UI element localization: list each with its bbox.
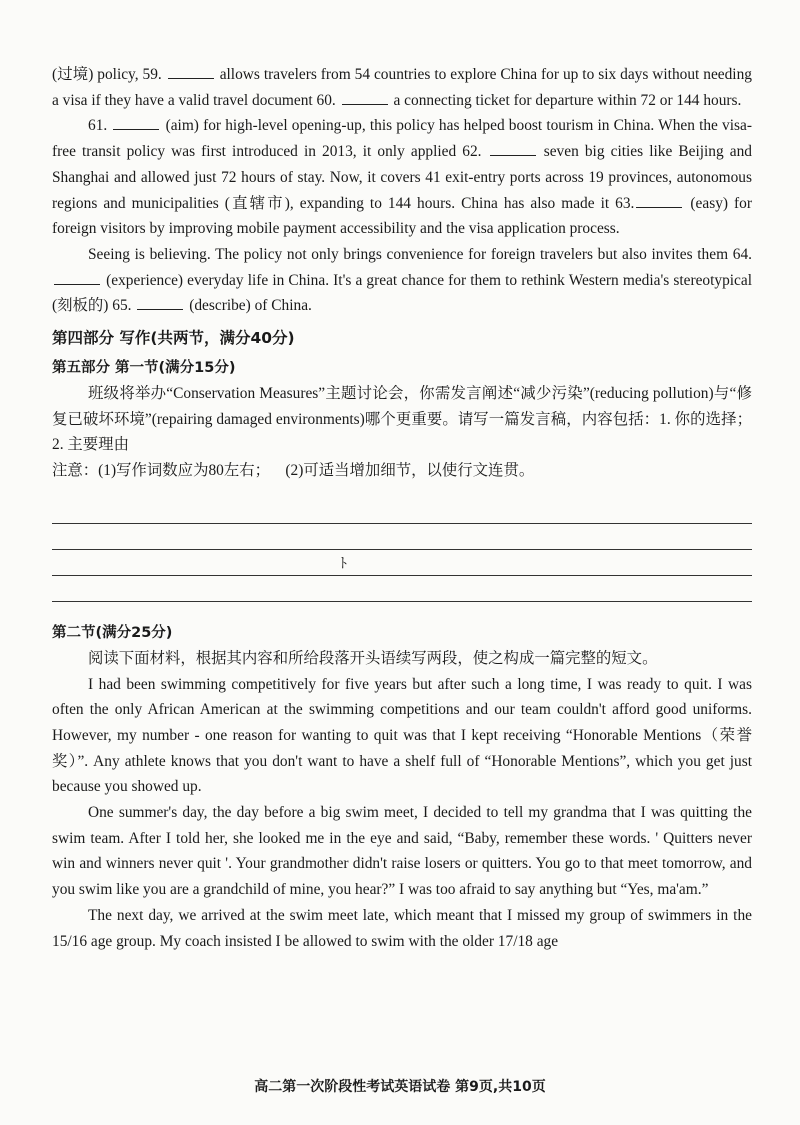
passage-text: (experience) everyday life in China. It's a great chance for them to rethink Western media's stereotypical (刻板的) 65. <box>52 271 752 315</box>
part4-title: 第四部分 写作(共两节，满分40分) <box>52 329 295 348</box>
passage-paragraph-2 <box>52 113 752 242</box>
writing-area[interactable] <box>52 498 752 602</box>
stray-mark: ﾄ <box>340 556 347 572</box>
passage-text: (easy) for foreign visitors by improving mobile payment accessibility and the visa application process. <box>52 194 752 238</box>
section2-title: 第二节(满分25分) <box>52 624 173 641</box>
section1-note: 注意：(1)写作词数应为80左右； (2)可适当增加细节，以使行文连贯。 <box>52 462 535 480</box>
section2-instruction: 阅读下面材料，根据其内容和所给段落开头语续写两段，使之构成一篇完整的短文。 <box>88 649 658 667</box>
story-paragraph-3: The next day, we arrived at the swim meet late, which meant that I missed my group of swimmers in the 15/16 age group. My coach insisted I be allowed to swim with the older 17/18 age <box>52 906 752 950</box>
section1-prompt: 班级将举办“Conservation Measures”主题讨论会，你需发言阐述“减少污染”(reducing pollution)与“修复已破坏环境”(repairing damaged environments)哪个更重要。请写一篇发言稿，内容包括：1. 你的选择；2. 主要理由 <box>52 385 752 454</box>
exam-page <box>52 62 752 954</box>
answer-blank-63[interactable] <box>636 193 682 208</box>
page-footer: 高二第一次阶段性考试英语试卷 第9页,共10页 <box>254 1079 546 1095</box>
section1-title: 第五部分 第一节(满分15分) <box>52 360 236 377</box>
passage-text: (过境) policy, 59. <box>52 66 162 83</box>
writing-line[interactable] <box>52 550 752 576</box>
answer-blank-65[interactable] <box>137 295 183 310</box>
answer-blank-61[interactable] <box>113 115 159 130</box>
writing-line[interactable] <box>52 498 752 524</box>
passage-paragraph-3 <box>52 242 752 319</box>
answer-blank-64[interactable] <box>54 270 100 285</box>
story-paragraph-1: I had been swimming competitively for five years but after such a long time, I was ready to quit. I was often the only African American at the swimming competitions and our team couldn't afford good uniforms. However, my number - one reason for wanting to quit was that I kept receiving “Honorable Mentions（荣誉奖）”. Any athlete knows that you don't want to have a shelf full of “Honorable Mentions”, which you get just because you showed up. <box>52 675 752 796</box>
answer-blank-59[interactable] <box>168 64 214 79</box>
passage-text: allows travelers from 54 countries to explore China for up to six days without needing a visa if they have a valid travel document 60. <box>52 66 752 109</box>
passage-text: (describe) of China. <box>189 297 312 315</box>
answer-blank-62[interactable] <box>490 141 536 156</box>
passage-text: (aim) for high-level opening-up, this policy has helped boost tourism in China. When the visa-free transit policy was first introduced in 2013, it only applied 62. <box>52 117 752 161</box>
passage-paragraph-1 <box>52 62 752 113</box>
passage-text: 61. <box>88 117 108 135</box>
story-paragraph-2: One summer's day, the day before a big swim meet, I decided to tell my grandma that I was quitting the swim team. After I told her, she looked me in the eye and said, “Baby, remember these words. ' Quitters never win and winners never quit '. Your grandmother didn't raise losers or quitters. You go to that meet tomorrow, and you swim like you are a grandchild of mine, you hear?” I was too afraid to say anything but “Yes, ma'am.” <box>52 804 752 899</box>
passage-text: seven big cities like Beijing and Shanghai and allowed just 72 hours of stay. Now, it covers 41 exit-entry ports across 19 provinces, autonomous regions and municipalities (直辖市), expanding to 144 hours. China has also made it 63. <box>52 143 752 212</box>
writing-line[interactable] <box>52 524 752 550</box>
writing-line[interactable] <box>52 576 752 602</box>
passage-text: Seeing is believing. The policy not only brings convenience for foreign travelers but also invites them 64. <box>88 245 752 263</box>
passage-text: a connecting ticket for departure within 72 or 144 hours. <box>393 91 742 109</box>
answer-blank-60[interactable] <box>342 90 388 105</box>
